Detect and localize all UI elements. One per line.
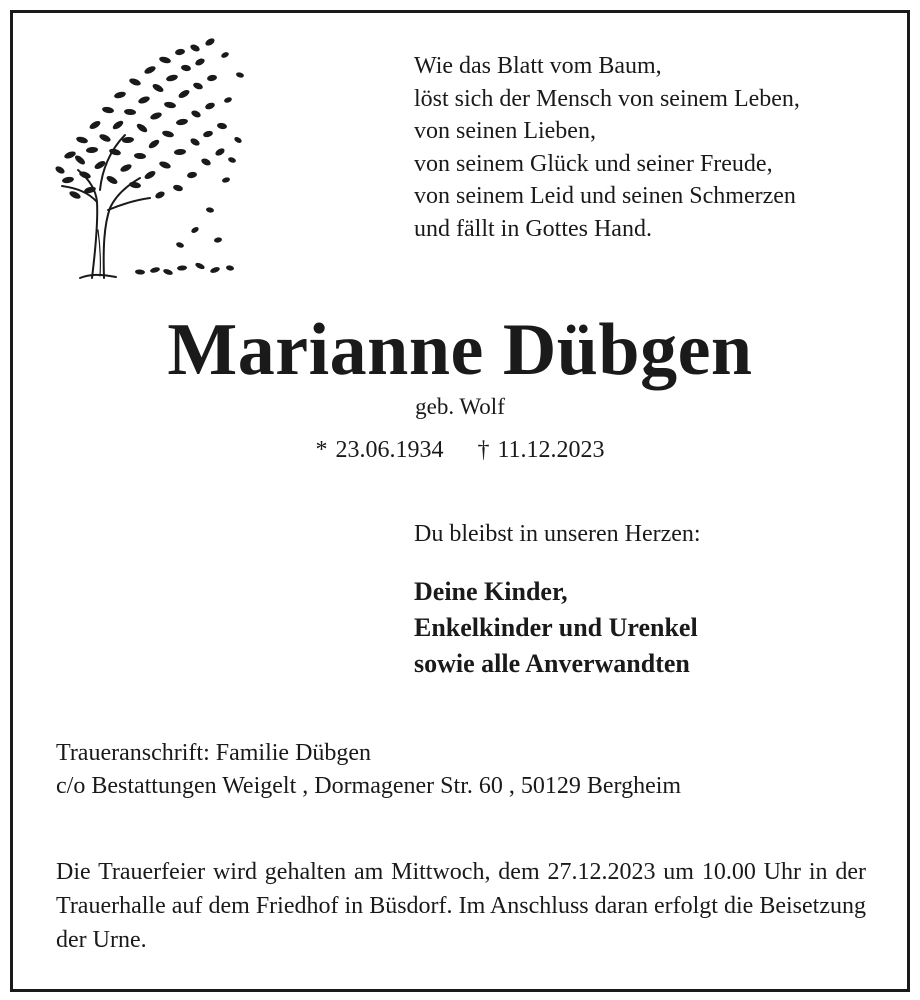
mourners-list — [414, 574, 698, 682]
birth-date: * 23.06.1934 — [315, 437, 444, 463]
deceased-name: Marianne Dübgen — [167, 309, 753, 391]
mourner-line: Deine Kinder, — [414, 577, 568, 606]
mourners-intro: Du bleibst in unseren Herzen: — [414, 521, 701, 547]
maiden-name: geb. Wolf — [415, 394, 505, 419]
poem-line: von seinem Glück und seiner Freude, — [414, 150, 773, 177]
poem-line: von seinem Leid und seinen Schmerzen — [414, 183, 796, 209]
mourner-line: sowie alle Anverwandten — [414, 649, 690, 678]
address-line: Traueranschrift: Familie Dübgen — [56, 740, 372, 766]
mourner-line: Enkelkinder und Urenkel — [414, 613, 698, 642]
poem-line: löst sich der Mensch von seinem Leben, — [414, 85, 800, 112]
windblown-tree-icon — [40, 30, 255, 285]
death-date: † 11.12.2023 — [477, 437, 605, 463]
poem-line: von seinen Lieben, — [414, 118, 596, 144]
poem — [414, 50, 894, 245]
poem-line: Wie das Blatt vom Baum, — [414, 53, 662, 79]
mourning-address — [56, 737, 681, 803]
life-dates — [0, 434, 920, 466]
address-line: c/o Bestattungen Weigelt , Dormagener Str. 60 , 50129 Bergheim — [56, 773, 682, 799]
funeral-service-notice: Die Trauerfeier wird gehalten am Mittwoch, dem 27.12.2023 um 10.00 Uhr in der Trauerhalle auf dem Friedhof in Büsdorf. Im Anschluss daran erfolgt die Beisetzung der Urne. — [56, 859, 866, 953]
poem-line: und fällt in Gottes Hand. — [414, 215, 652, 242]
